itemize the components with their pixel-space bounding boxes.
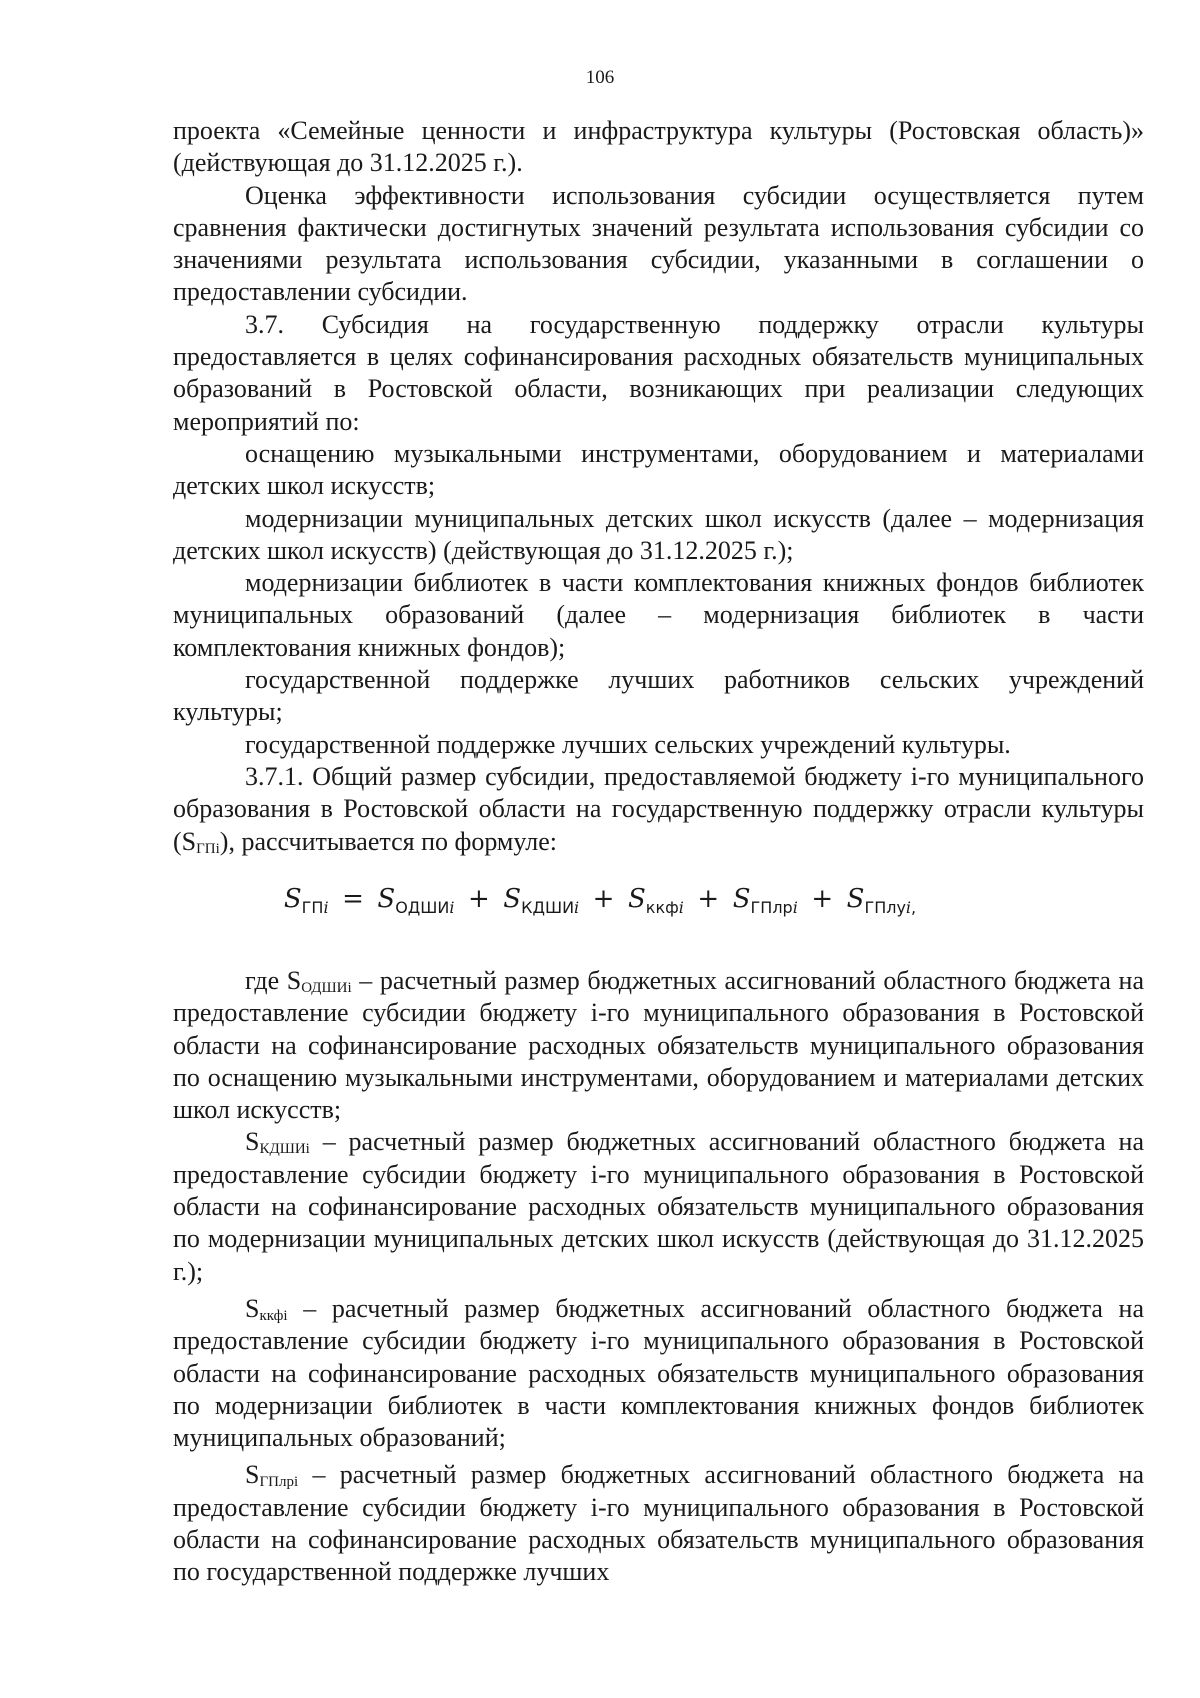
formula-term-3-sub: ккфi: [645, 898, 684, 917]
section-3-7-1-text-after: ), рассчитывается по формуле:: [219, 826, 557, 856]
definition-s-gplr-subscript: ГПлрi: [259, 1474, 299, 1491]
formula-plus-4: +: [811, 884, 834, 914]
definition-s-odshi: где $S_{ОДШИi}$ – расчетный размер бюджетных ассигнований областного бюджета на предоставление субсидии бюджету i-го муниципального образования в Ростовской области на софинансирование расходных обязательств муниципального образования по оснащению музыкальными инструментами, оборудованием и материалами детских школ искусств;: [173, 966, 1144, 1125]
paragraph-section-3-7-1: [173, 761, 1144, 858]
definition-s-odshi-subscript: ОДШИi: [301, 980, 352, 996]
formula-term-2-sub: КДШИi: [521, 898, 580, 917]
list-item-best-workers-support: государственной поддержке лучших работников сельских учреждений культуры;: [173, 665, 1144, 727]
formula-term-5-var: S: [846, 884, 865, 914]
body-text-bottom: [173, 965, 1144, 1589]
body-text-top: [173, 115, 1144, 858]
list-item-music-equipment: оснащению музыкальными инструментами, оборудованием и материалами детских школ искусств;: [173, 438, 1144, 501]
formula-term-1-var: S: [377, 884, 396, 914]
definition-s-gplr: $S_{ГПлрi}$ – расчетный размер бюджетных ассигнований областного бюджета на предоставление субсидии бюджету i-го муниципального образования в Ростовской области на софинансирование расходных обязательств муниципального образования по государственной поддержке лучших: [173, 1460, 1144, 1587]
formula-term-1-sub: ОДШИi: [395, 898, 455, 917]
list-item-school-modernization: модернизации муниципальных детских школ искусств (далее – модернизация детских школ искусств) (действующая до 31.12.2025 г.);: [173, 503, 1144, 565]
formula-term-4-var: S: [732, 884, 751, 914]
formula-plus-1: +: [468, 884, 490, 914]
section-3-7-1-text-before: 3.7.1. Общий размер субсидии, предоставляемой бюджету i-го муниципального образования в Ростовской области на государственную поддержку отрасли культуры (S: [173, 761, 1144, 856]
page-number: 106: [585, 67, 615, 88]
formula-term-5-sub: ГПлуi,: [864, 898, 917, 917]
list-item-library-modernization: модернизации библиотек в части комплектования книжных фондов библиотек муниципальных образований (далее – модернизация библиотек в части комплектования книжных фондов);: [173, 568, 1144, 662]
section-3-7-1-subscript: ГПi: [196, 840, 220, 857]
definition-s-kkf: $S_{ккфi}$ – расчетный размер бюджетных ассигнований областного бюджета на предоставление субсидии бюджету i-го муниципального образования в Ростовской области на софинансирование расходных обязательств муниципального образования по модернизации библиотек в части комплектования книжных фондов библиотек муниципальных образований;: [173, 1293, 1144, 1453]
paragraph-efficiency-assessment: Оценка эффективности использования субсидии осуществляется путем сравнения фактически достигнутых значений результата использования субсидии со значениями результата использования субсидии, указанными в соглашении о предоставлении субсидии.: [173, 180, 1144, 307]
formula-term-4-sub: ГПлрi: [750, 898, 798, 917]
paragraph-project-continuation: проекта «Семейные ценности и инфраструктура культуры (Ростовская область)» (действующая до 31.12.2025 г.).: [173, 116, 1144, 178]
formula-equals: =: [342, 884, 364, 914]
paragraph-section-3-7: 3.7. Субсидия на государственную поддержку отрасли культуры предоставляется в целях софинансирования расходных обязательств муниципальных образований в Ростовской области, возникающих при реализации следующих мероприятий по:: [173, 309, 1144, 436]
subsidy-formula: [0, 882, 1200, 916]
formula-term-2-var: S: [503, 884, 522, 914]
definition-s-kdshi-subscript: КДШИi: [259, 1141, 310, 1158]
formula-term-3-var: S: [627, 884, 646, 914]
formula-plus-3: +: [697, 884, 720, 914]
definition-s-kdshi: $S_{КДШИi}$ – расчетный размер бюджетных ассигнований областного бюджета на предоставление субсидии бюджету i-го муниципального образования в Ростовской области на софинансирование расходных обязательств муниципального образования по модернизации муниципальных детских школ искусств (действующая до 31.12.2025 г.);: [173, 1127, 1144, 1286]
definition-s-kkf-subscript: ккфi: [259, 1307, 288, 1324]
formula-term-0-sub: ГПi: [301, 898, 329, 917]
formula-term-0-var: S: [283, 884, 302, 914]
list-item-best-institutions-support: государственной поддержке лучших сельских учреждений культуры.: [245, 729, 1011, 759]
formula-plus-2: +: [592, 884, 615, 914]
